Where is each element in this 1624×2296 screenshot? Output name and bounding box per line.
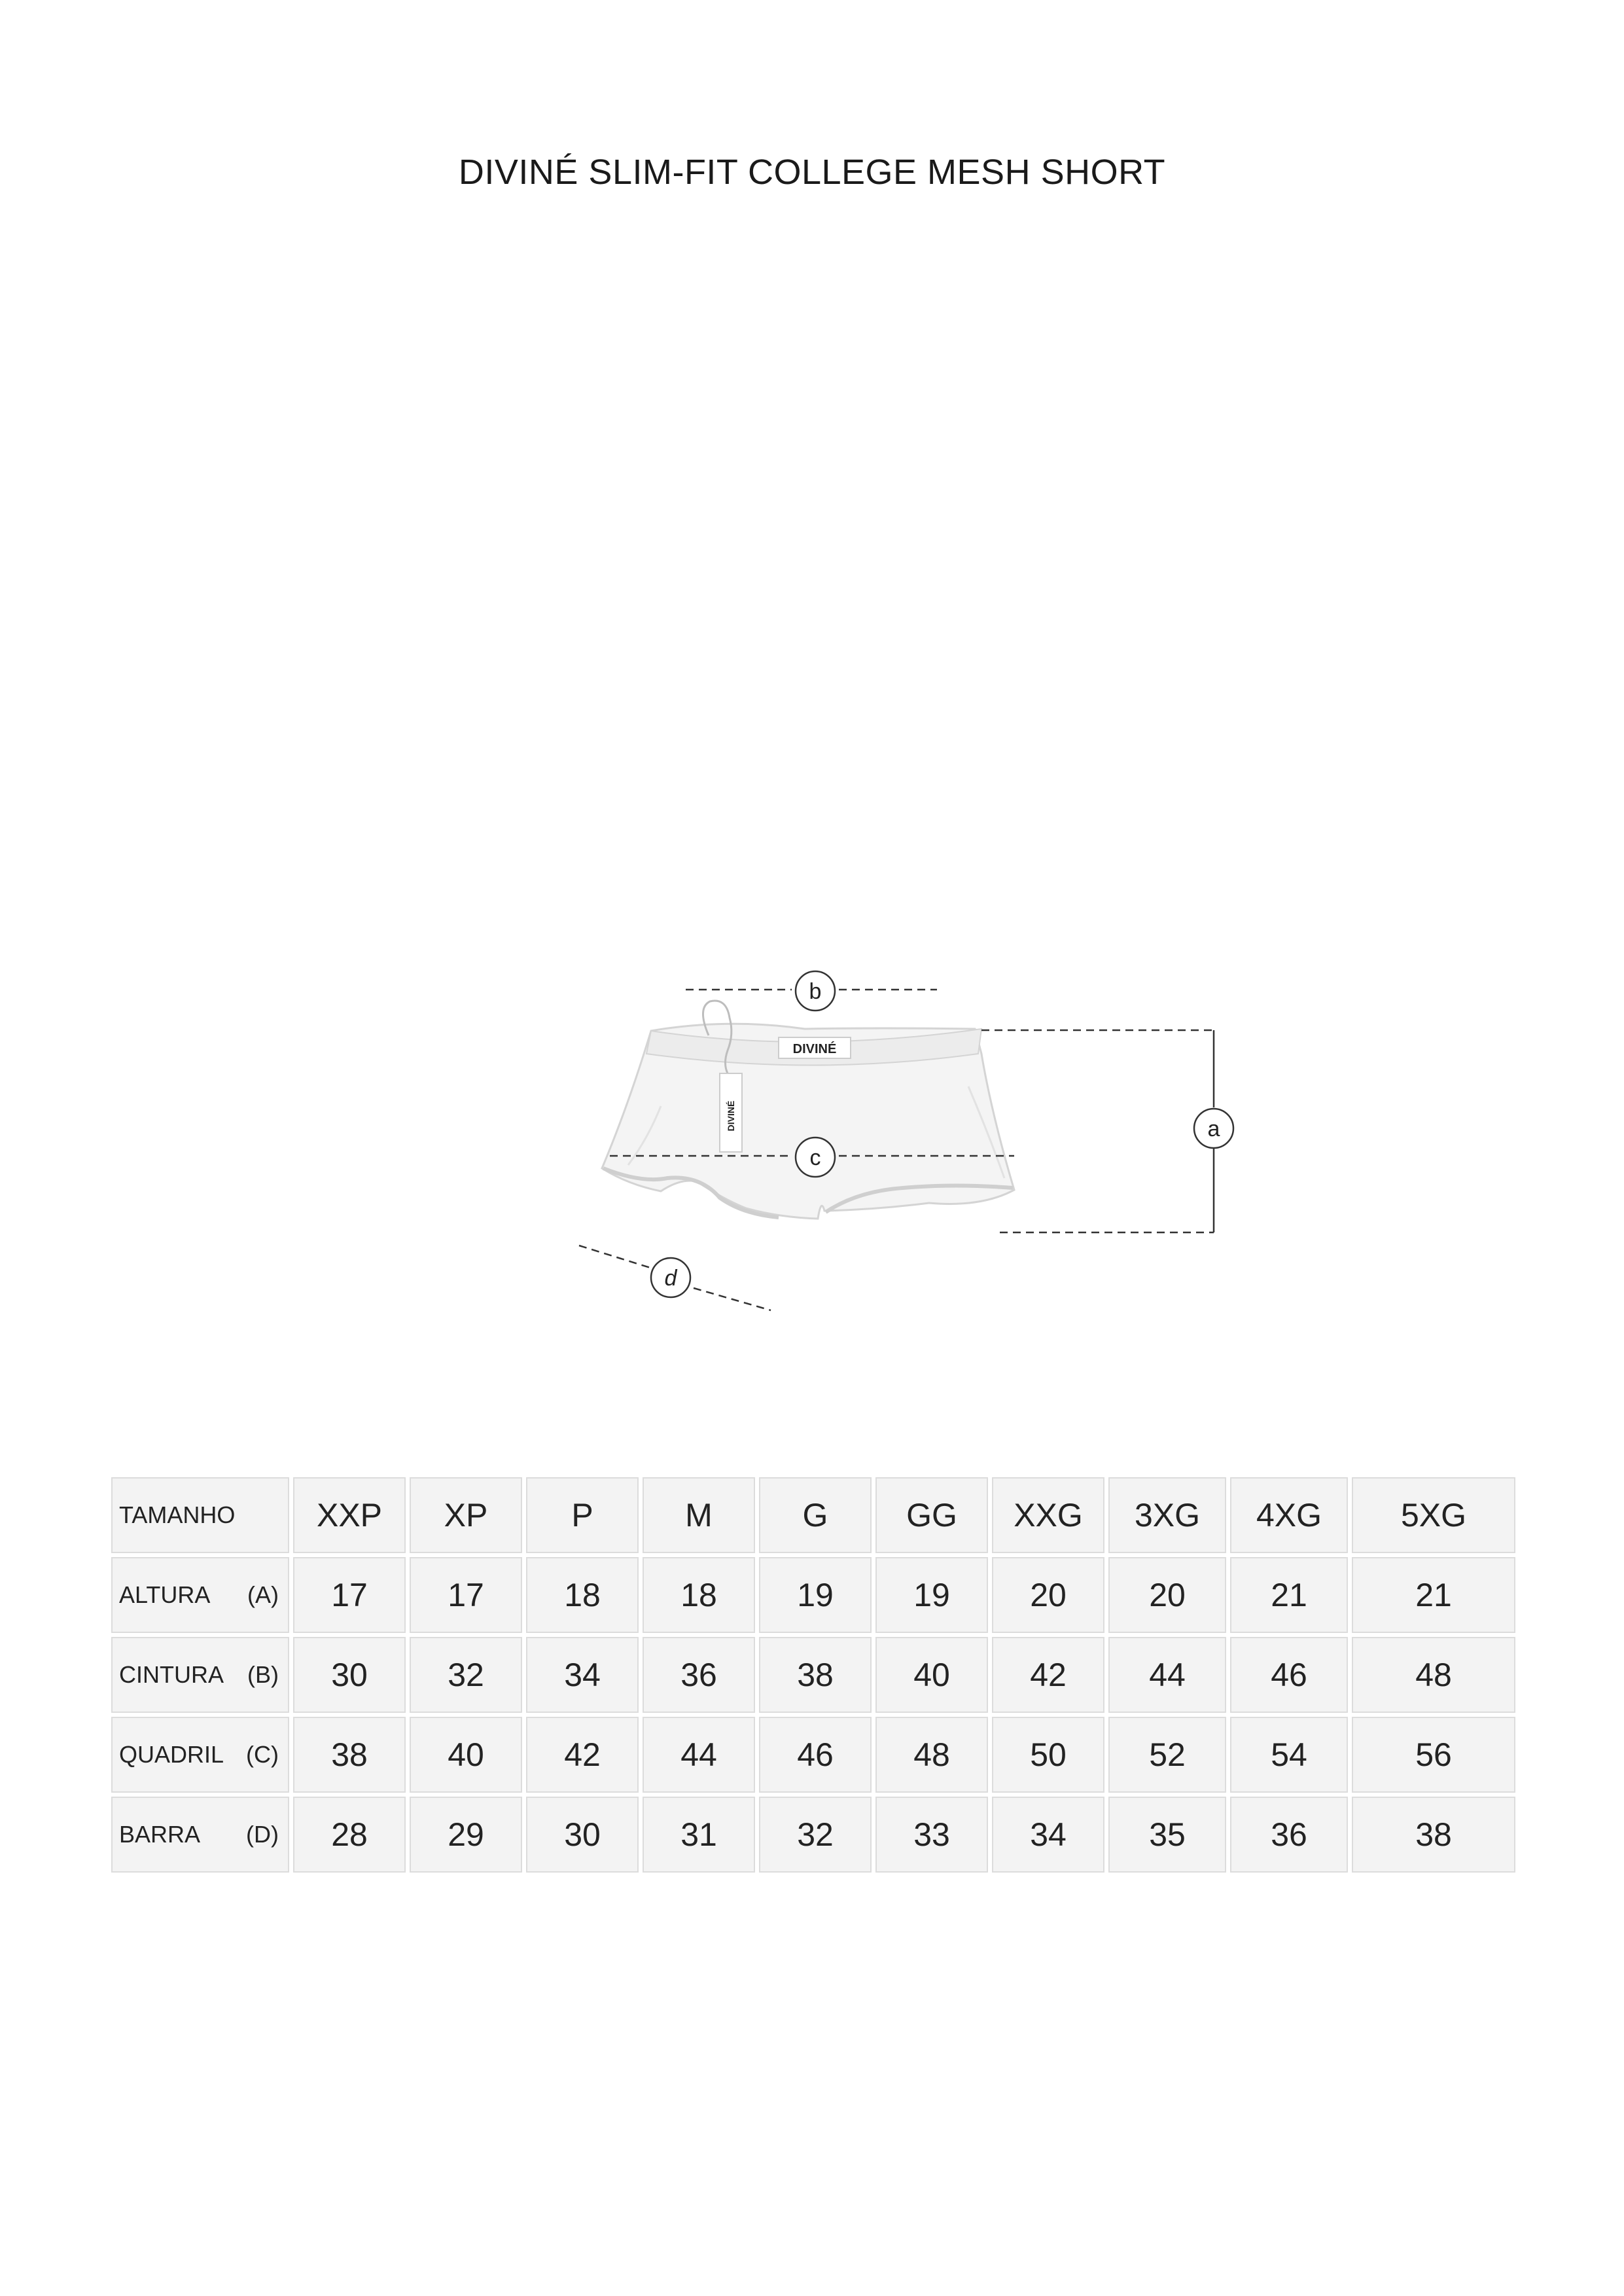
size-header: G <box>759 1477 872 1553</box>
svg-text:DIVINÉ: DIVINÉ <box>726 1100 736 1132</box>
table-row <box>111 1637 1515 1713</box>
table-cell: 54 <box>1230 1717 1348 1793</box>
size-header: XP <box>410 1477 522 1553</box>
table-header-row <box>111 1477 1515 1553</box>
table-cell: 56 <box>1352 1717 1515 1793</box>
table-cell: 34 <box>992 1797 1104 1873</box>
table-cell: 32 <box>410 1637 522 1713</box>
table-cell: 20 <box>1108 1557 1226 1633</box>
brand-label <box>779 1037 851 1058</box>
table-cell: 31 <box>643 1797 755 1873</box>
table-cell: 38 <box>293 1717 406 1793</box>
size-header: M <box>643 1477 755 1553</box>
svg-text:DIVINÉ: DIVINÉ <box>792 1042 837 1056</box>
size-header: 5XG <box>1352 1477 1515 1553</box>
hang-tag <box>720 1073 742 1152</box>
table-cell: 50 <box>992 1717 1104 1793</box>
table-cell: 28 <box>293 1797 406 1873</box>
table-cell: 18 <box>526 1557 639 1633</box>
table-cell: 36 <box>643 1637 755 1713</box>
table-cell: 42 <box>992 1637 1104 1713</box>
row-label-cintura: CINTURA (B) <box>111 1637 289 1713</box>
table-cell: 40 <box>875 1637 988 1713</box>
marker-b: b <box>809 979 822 1004</box>
table-cell: 30 <box>526 1797 639 1873</box>
row-label-barra: BARRA (D) <box>111 1797 289 1873</box>
table-cell: 42 <box>526 1717 639 1793</box>
table-cell: 21 <box>1230 1557 1348 1633</box>
table-cell: 30 <box>293 1637 406 1713</box>
size-header: 4XG <box>1230 1477 1348 1553</box>
shorts-diagram <box>563 956 1256 1322</box>
table-cell: 38 <box>759 1637 872 1713</box>
table-cell: 29 <box>410 1797 522 1873</box>
table-cell: 46 <box>1230 1637 1348 1713</box>
measure-a <box>981 1030 1233 1232</box>
table-cell: 48 <box>875 1717 988 1793</box>
table-cell: 19 <box>759 1557 872 1633</box>
table-row <box>111 1717 1515 1793</box>
table-cell: 38 <box>1352 1797 1515 1873</box>
table-cell: 32 <box>759 1797 872 1873</box>
table-cell: 52 <box>1108 1717 1226 1793</box>
table-cell: 19 <box>875 1557 988 1633</box>
table-cell: 18 <box>643 1557 755 1633</box>
marker-d: d <box>664 1266 677 1291</box>
measure-d <box>579 1246 771 1310</box>
table-cell: 44 <box>643 1717 755 1793</box>
header-label: TAMANHO <box>111 1477 289 1553</box>
table-cell: 35 <box>1108 1797 1226 1873</box>
row-label-quadril: QUADRIL (C) <box>111 1717 289 1793</box>
table-cell: 36 <box>1230 1797 1348 1873</box>
table-cell: 17 <box>293 1557 406 1633</box>
table-cell: 20 <box>992 1557 1104 1633</box>
table-row <box>111 1557 1515 1633</box>
table-cell: 46 <box>759 1717 872 1793</box>
marker-a: a <box>1207 1117 1220 1141</box>
table-row <box>111 1797 1515 1873</box>
table-cell: 33 <box>875 1797 988 1873</box>
size-chart-table <box>107 1473 1519 1876</box>
size-header: XXG <box>992 1477 1104 1553</box>
table-cell: 17 <box>410 1557 522 1633</box>
table-cell: 48 <box>1352 1637 1515 1713</box>
table-cell: 40 <box>410 1717 522 1793</box>
table-cell: 34 <box>526 1637 639 1713</box>
table-cell: 21 <box>1352 1557 1515 1633</box>
row-label-altura: ALTURA (A) <box>111 1557 289 1633</box>
table-cell: 44 <box>1108 1637 1226 1713</box>
size-header: 3XG <box>1108 1477 1226 1553</box>
marker-c: c <box>809 1145 821 1170</box>
size-header: GG <box>875 1477 988 1553</box>
size-header: P <box>526 1477 639 1553</box>
size-header: XXP <box>293 1477 406 1553</box>
page-title: DIVINÉ SLIM-FIT COLLEGE MESH SHORT <box>458 152 1166 192</box>
